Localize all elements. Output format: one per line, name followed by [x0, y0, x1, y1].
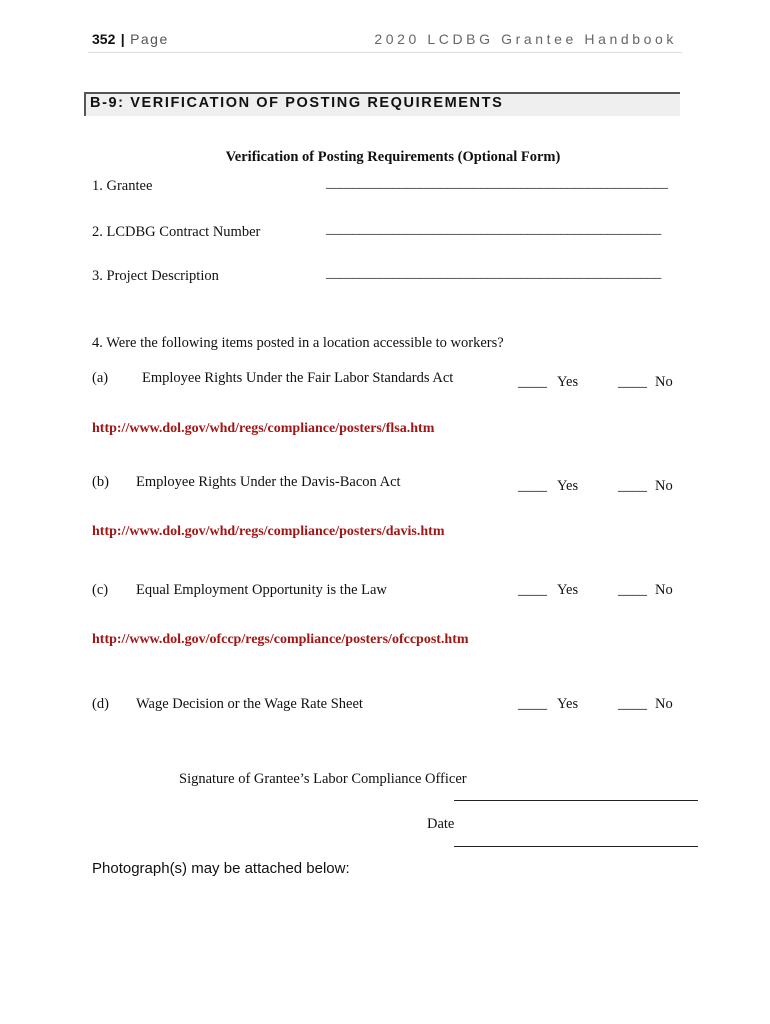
item-d-no-label: No	[655, 696, 673, 712]
question-4: 4. Were the following items posted in a location accessible to workers?	[92, 335, 504, 351]
item-a-link[interactable]: http://www.dol.gov/whd/regs/compliance/posters/flsa.htm	[92, 421, 435, 436]
item-d-no-blank[interactable]: ____	[618, 696, 647, 712]
item-c-letter: (c)	[92, 582, 109, 598]
item-c-link[interactable]: http://www.dol.gov/ofccp/regs/compliance/posters/ofccpost.htm	[92, 632, 469, 647]
item-d-yes-label: Yes	[557, 696, 579, 712]
item-c-yes-blank[interactable]: ____	[518, 582, 547, 598]
page-number-header	[92, 31, 169, 47]
header-separator: |	[120, 31, 125, 47]
item-b-yes-label: Yes	[557, 478, 579, 494]
contract-number-label: 2. LCDBG Contract Number	[92, 224, 261, 240]
page-word: Page	[130, 31, 169, 47]
item-a-letter: (a)	[92, 370, 109, 386]
project-description-field[interactable]: __________________________________________________	[326, 266, 662, 281]
item-d-yes-blank[interactable]: ____	[518, 696, 547, 712]
item-a-no-label: No	[655, 374, 673, 390]
item-b-yes-blank[interactable]: ____	[518, 478, 547, 494]
photograph-note: Photograph(s) may be attached below:	[92, 860, 350, 877]
item-b-no-blank[interactable]: ____	[618, 478, 647, 494]
item-a-yes-label: Yes	[557, 374, 579, 390]
signature-line[interactable]	[454, 800, 698, 801]
contract-number-field[interactable]: __________________________________________________	[326, 222, 662, 237]
item-b-letter: (b)	[92, 474, 109, 490]
item-c-no-blank[interactable]: ____	[618, 582, 647, 598]
item-d-text: Wage Decision or the Wage Rate Sheet	[136, 696, 363, 712]
item-d-letter: (d)	[92, 696, 109, 712]
item-b-text: Employee Rights Under the Davis-Bacon Act	[136, 474, 401, 490]
grantee-label: 1. Grantee	[92, 178, 153, 194]
item-a-yes-blank[interactable]: ____	[518, 374, 547, 390]
item-c-no-label: No	[655, 582, 673, 598]
section-title: B-9: VERIFICATION OF POSTING REQUIREMENTS	[90, 95, 504, 111]
header-divider	[88, 52, 682, 53]
grantee-field[interactable]: ___________________________________________________	[326, 176, 668, 191]
page-number: 352	[92, 31, 116, 47]
document-title: 2020 LCDBG Grantee Handbook	[374, 31, 677, 47]
item-a-no-blank[interactable]: ____	[618, 374, 647, 390]
item-c-text: Equal Employment Opportunity is the Law	[136, 582, 387, 598]
item-b-link[interactable]: http://www.dol.gov/whd/regs/compliance/posters/davis.htm	[92, 524, 445, 539]
item-a-text: Employee Rights Under the Fair Labor Standards Act	[142, 370, 454, 386]
date-label: Date	[427, 816, 455, 832]
signature-label: Signature of Grantee’s Labor Compliance Officer	[179, 771, 467, 787]
item-b-no-label: No	[655, 478, 673, 494]
form-title: Verification of Posting Requirements (Optional Form)	[225, 149, 561, 165]
item-c-yes-label: Yes	[557, 582, 579, 598]
project-description-label: 3. Project Description	[92, 268, 219, 284]
date-line[interactable]	[454, 846, 698, 847]
